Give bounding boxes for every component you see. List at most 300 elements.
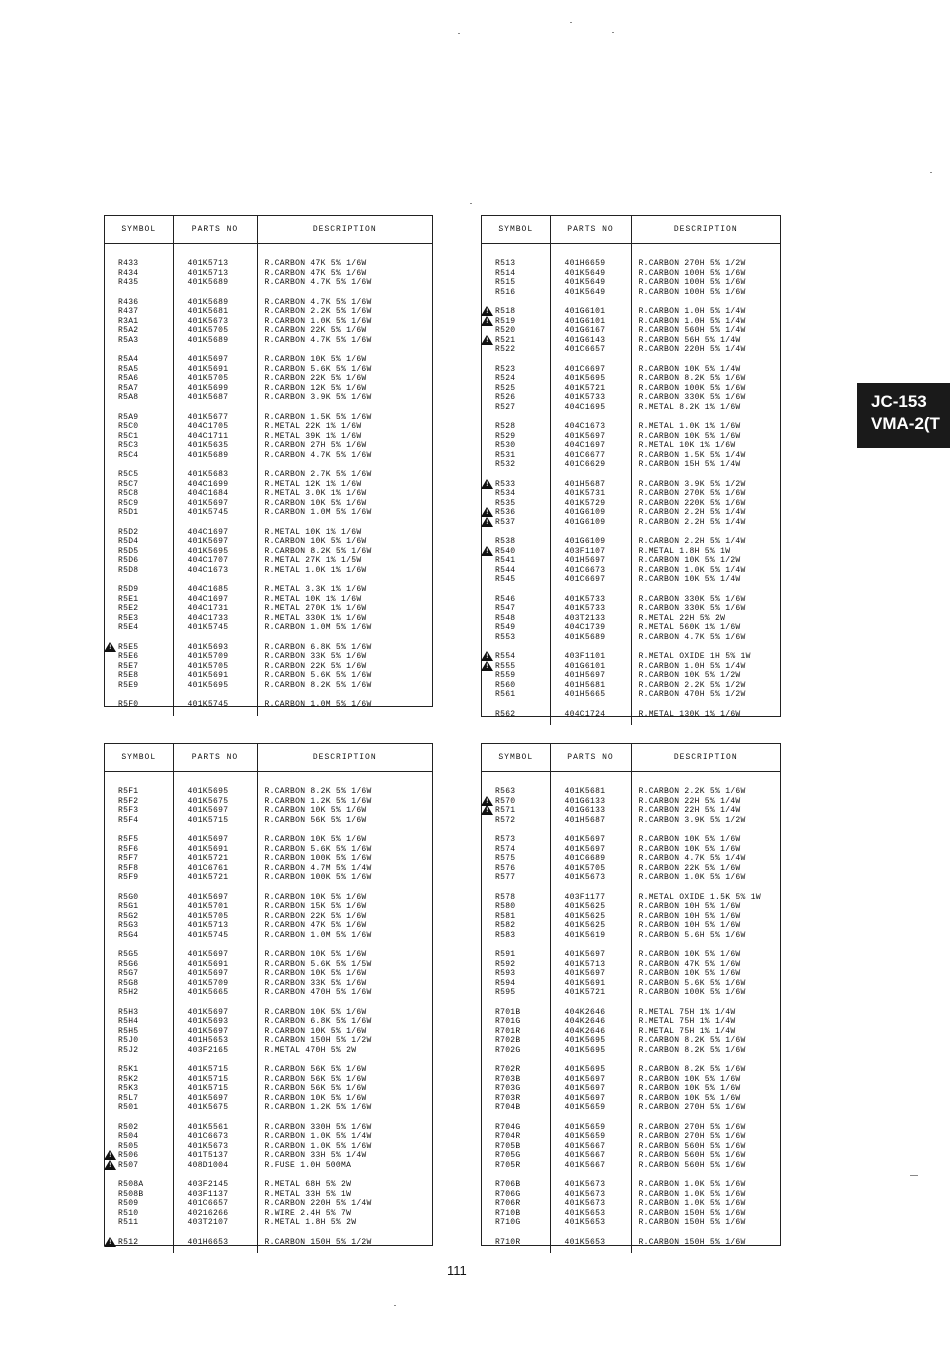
part-number: 401K5697 xyxy=(187,806,229,815)
part-number: 404C1731 xyxy=(187,604,229,613)
part-description: R.CARBON 10H 5% 1/6W xyxy=(638,911,741,921)
part-number: 401G6133 xyxy=(564,796,606,806)
part-symbol: R701B xyxy=(495,1007,521,1017)
part-number: 401K5693 xyxy=(187,1017,229,1026)
part-symbol: R563 xyxy=(495,787,516,796)
part-number: 404C1685 xyxy=(187,585,229,594)
part-symbol: R435 xyxy=(118,278,139,287)
part-description: R.CARBON 1.0K 5% 1/6W xyxy=(638,1199,746,1208)
part-symbol: R5G8 xyxy=(118,978,139,988)
part-number: 401K5625 xyxy=(564,911,606,921)
part-symbol: R546 xyxy=(495,594,516,604)
part-symbol: R5H5 xyxy=(118,1026,139,1036)
part-symbol: R5F8 xyxy=(118,863,139,873)
scan-speck xyxy=(930,172,932,173)
part-description: R.CARBON 220K 5% 1/6W xyxy=(638,498,746,508)
part-symbol: R5A7 xyxy=(118,383,139,393)
part-number: 401K5695 xyxy=(187,680,229,690)
part-description: R.CARBON 10K 5% 1/6W xyxy=(638,1074,741,1084)
part-symbol: R534 xyxy=(495,489,516,498)
part-description: R.CARBON 1.0H 5% 1/4W xyxy=(638,661,746,671)
part-description: R.CARBON 6.8K 5% 1/6W xyxy=(264,1017,372,1026)
part-symbol: R573 xyxy=(495,835,516,844)
part-description: R.CARBON 10K 5% 1/4W xyxy=(638,364,741,374)
part-symbol: R5G6 xyxy=(118,959,139,969)
row-group xyxy=(632,480,781,528)
part-symbol: R511 xyxy=(118,1218,139,1227)
symbol-column xyxy=(482,772,550,1254)
part-number: 401K5697 xyxy=(187,1007,229,1017)
part-description: R.METAL 8.2K 1% 1/6W xyxy=(638,402,741,412)
part-symbol: R5K1 xyxy=(118,1065,139,1074)
col-header-symbol: SYMBOL xyxy=(105,744,173,772)
row-group xyxy=(551,595,631,643)
description-column xyxy=(257,772,432,1254)
row-group xyxy=(258,787,433,825)
parts-no-column xyxy=(550,244,631,726)
part-description: R.CARBON 1.0K 5% 1/4W xyxy=(638,565,746,575)
safety-warning-icon xyxy=(481,651,493,661)
row-group xyxy=(105,528,173,576)
part-symbol: R5F1 xyxy=(118,787,139,796)
parts-list-table xyxy=(105,216,432,716)
part-description: R.CARBON 560H 5% 1/6W xyxy=(638,1141,746,1151)
part-description: R.CARBON 22H 5% 1/4W xyxy=(638,806,741,815)
row-group xyxy=(482,1065,550,1113)
part-number: 401K5705 xyxy=(187,661,229,671)
part-description: R.CARBON 3.9K 5% 1/6W xyxy=(264,393,372,402)
part-number: 401K5713 xyxy=(187,921,229,930)
part-description: R.CARBON 150H 5% 1/6W xyxy=(638,1218,746,1227)
row-group xyxy=(105,1123,173,1171)
part-symbol: R5A2 xyxy=(118,326,139,335)
scan-speck xyxy=(612,32,614,33)
part-number: 401K5659 xyxy=(564,1132,606,1141)
part-description: R.CARBON 10K 5% 1/6W xyxy=(264,1026,367,1036)
part-symbol: R5C7 xyxy=(118,479,139,489)
part-number: 401C6677 xyxy=(564,450,606,460)
part-number: 401K5691 xyxy=(187,959,229,969)
part-symbol: R548 xyxy=(495,613,516,623)
row-group xyxy=(258,585,433,633)
row-group xyxy=(551,1008,631,1056)
part-number: 401K5695 xyxy=(564,1065,606,1074)
part-symbol: R526 xyxy=(495,393,516,402)
part-description: R.CARBON 1.5K 5% 1/6W xyxy=(264,412,372,422)
parts-list-table xyxy=(105,744,432,1253)
part-description: R.CARBON 2.2H 5% 1/4W xyxy=(638,517,746,527)
safety-warning-icon xyxy=(481,479,493,489)
part-description: R.CARBON 8.2K 5% 1/6W xyxy=(264,787,372,796)
row-group xyxy=(105,355,173,403)
part-number: 401K5697 xyxy=(187,498,229,508)
parts-table-4 xyxy=(481,743,781,1246)
row-group xyxy=(258,355,433,403)
row-group xyxy=(258,643,433,691)
part-description: R.CARBON 10K 5% 1/6W xyxy=(264,806,367,815)
row-group xyxy=(632,1123,781,1171)
row-group xyxy=(105,585,173,633)
part-number: 401K5649 xyxy=(564,287,606,297)
row-group xyxy=(482,893,550,941)
part-number: 401K5701 xyxy=(187,902,229,911)
part-number: 404C1697 xyxy=(564,441,606,450)
row-group xyxy=(551,652,631,700)
part-number: 401H5681 xyxy=(564,680,606,690)
part-number: 401K5715 xyxy=(187,1074,229,1084)
part-description: R.CARBON 2.2H 5% 1/4W xyxy=(638,537,746,546)
part-number: 401K5705 xyxy=(564,863,606,873)
row-group xyxy=(105,787,173,825)
row-group xyxy=(482,480,550,528)
part-number: 404K2646 xyxy=(564,1026,606,1036)
part-symbol: R5H2 xyxy=(118,988,139,997)
part-number: 401K5695 xyxy=(564,1045,606,1055)
part-number: 403T2133 xyxy=(564,613,606,623)
part-description: R.CARBON 10H 5% 1/6W xyxy=(638,921,741,930)
part-symbol: R703B xyxy=(495,1074,521,1084)
col-header-parts-no: PARTS NO xyxy=(173,744,257,772)
part-description: R.CARBON 4.7K 5% 1/6W xyxy=(264,450,372,460)
part-description: R.CARBON 8.2K 5% 1/6W xyxy=(638,1065,746,1074)
part-symbol: R5C9 xyxy=(118,498,139,508)
part-number: 401C6629 xyxy=(564,460,606,469)
part-number: 401K5705 xyxy=(187,326,229,335)
part-number: 401K5673 xyxy=(564,1189,606,1199)
part-symbol: R591 xyxy=(495,950,516,959)
part-number: 401K5693 xyxy=(187,642,229,652)
part-symbol: R533 ! xyxy=(482,480,550,490)
part-symbol: R593 xyxy=(495,969,516,978)
scan-speck xyxy=(570,22,572,23)
part-description: R.CARBON 10K 5% 1/6W xyxy=(264,1093,367,1103)
part-description: R.CARBON 10K 5% 1/2W xyxy=(638,671,741,680)
part-description: R.METAL 75H 1% 1/4W xyxy=(638,1007,736,1017)
row-group xyxy=(258,950,433,998)
row-group xyxy=(632,595,781,643)
part-symbol: R560 xyxy=(495,680,516,690)
part-number: 401K5697 xyxy=(564,1093,606,1103)
part-number: 401K5745 xyxy=(187,623,229,632)
part-description: R.METAL 27K 1% 1/5W xyxy=(264,556,362,565)
part-description: R.CARBON 56K 5% 1/6W xyxy=(264,1084,367,1093)
part-symbol: R704G xyxy=(495,1122,521,1132)
row-group xyxy=(258,893,433,941)
parts-list-table xyxy=(482,216,780,725)
part-description: R.CARBON 220H 5% 1/4W xyxy=(264,1199,372,1208)
part-number: 401G6143 xyxy=(564,335,606,345)
part-number: 401K5715 xyxy=(187,1084,229,1093)
part-description: R.CARBON 5.6K 5% 1/6W xyxy=(264,844,372,854)
part-symbol: R5H3 xyxy=(118,1007,139,1017)
part-symbol: R5G7 xyxy=(118,969,139,978)
part-symbol: R572 xyxy=(495,815,516,825)
row-group xyxy=(632,835,781,883)
row-group xyxy=(258,470,433,518)
col-header-parts-no: PARTS NO xyxy=(550,216,631,244)
row-group xyxy=(258,1008,433,1056)
part-number: 401K5697 xyxy=(187,950,229,959)
row-group xyxy=(482,652,550,700)
safety-warning-icon xyxy=(481,507,493,517)
part-description: R.CARBON 2.2K 5% 1/6W xyxy=(264,307,372,316)
row-group xyxy=(632,1238,781,1248)
part-description: R.CARBON 270K 5% 1/6W xyxy=(638,489,746,498)
part-description: R.CARBON 27H 5% 1/6W xyxy=(264,441,367,450)
part-symbol: R5F2 xyxy=(118,796,139,806)
part-symbol: R5C0 xyxy=(118,422,139,431)
part-number: 404K2646 xyxy=(564,1007,606,1017)
row-group xyxy=(632,950,781,998)
part-description: R.CARBON 10K 5% 1/6W xyxy=(638,844,741,854)
description-column xyxy=(257,244,432,716)
row-group xyxy=(258,413,433,461)
part-symbol: R702R xyxy=(495,1065,521,1074)
part-number: 401K5705 xyxy=(187,374,229,383)
part-symbol: R577 xyxy=(495,873,516,882)
part-description: R.CARBON 100K 5% 1/6W xyxy=(264,873,372,882)
part-symbol: R5D8 xyxy=(118,565,139,575)
part-description: R.CARBON 5.6H 5% 1/6W xyxy=(638,930,746,940)
part-description: R.CARBON 5.6K 5% 1/5W xyxy=(264,959,372,969)
symbol-column xyxy=(482,244,550,726)
row-group xyxy=(174,470,257,518)
part-symbol: R5A3 xyxy=(118,335,139,345)
part-symbol: R5L7 xyxy=(118,1093,139,1103)
part-symbol: R5E6 xyxy=(118,652,139,661)
part-description: R.CARBON 8.2K 5% 1/6W xyxy=(264,680,372,690)
part-symbol: R518 ! xyxy=(482,307,550,317)
part-description: R.CARBON 10K 5% 1/6W xyxy=(638,969,741,978)
page-number: 111 xyxy=(447,1263,467,1278)
part-number: 401K5715 xyxy=(187,1065,229,1074)
row-group xyxy=(632,365,781,413)
part-description: R.CARBON 470H 5% 1/2W xyxy=(638,690,746,699)
part-symbol: R515 xyxy=(495,278,516,287)
part-symbol: R5C4 xyxy=(118,450,139,460)
part-description: R.CARBON 1.5K 5% 1/4W xyxy=(638,450,746,460)
part-number: 403F2145 xyxy=(187,1180,229,1189)
part-symbol: R594 xyxy=(495,978,516,988)
part-symbol: R704R xyxy=(495,1132,521,1141)
part-number: 401K5673 xyxy=(187,1141,229,1151)
part-symbol: R5G1 xyxy=(118,902,139,911)
row-group xyxy=(632,1180,781,1228)
part-description: R.METAL 75H 1% 1/4W xyxy=(638,1026,736,1036)
row-group xyxy=(105,259,173,288)
row-group xyxy=(632,652,781,700)
part-number: 401K5709 xyxy=(187,978,229,988)
part-description: R.CARBON 10K 5% 1/6W xyxy=(638,835,741,844)
part-symbol: R522 xyxy=(495,345,516,354)
part-description: R.CARBON 22K 5% 1/6W xyxy=(638,863,741,873)
row-group xyxy=(551,537,631,585)
part-description: R.METAL 10K 1% 1/6W xyxy=(264,527,362,537)
row-group xyxy=(632,893,781,941)
part-symbol: R5D4 xyxy=(118,537,139,546)
part-symbol: R5D5 xyxy=(118,546,139,556)
part-description: R.CARBON 56K 5% 1/6W xyxy=(264,1065,367,1074)
part-number: 401K5695 xyxy=(564,1036,606,1045)
part-description: R.CARBON 56H 5% 1/4W xyxy=(638,335,741,345)
part-description: R.CARBON 4.7K 5% 1/6W xyxy=(264,297,372,307)
part-description: R.CARBON 1.0H 5% 1/4W xyxy=(638,307,746,316)
part-symbol: R436 xyxy=(118,297,139,307)
part-number: 401K5681 xyxy=(564,787,606,796)
part-number: 401K5691 xyxy=(187,671,229,680)
part-number: 401K5713 xyxy=(187,268,229,278)
part-symbol: R5G3 xyxy=(118,921,139,930)
part-description: R.METAL 12K 1% 1/6W xyxy=(264,479,362,489)
part-number: 401K5681 xyxy=(187,307,229,316)
part-number: 401K5653 xyxy=(564,1237,606,1247)
col-header-description: DESCRIPTION xyxy=(631,744,780,772)
part-symbol: R5E4 xyxy=(118,623,139,632)
part-description: R.CARBON 56K 5% 1/6W xyxy=(264,815,367,825)
row-group xyxy=(174,298,257,346)
part-number: 401K5731 xyxy=(564,489,606,498)
part-number: 401K5653 xyxy=(564,1208,606,1218)
part-description: R.CARBON 10H 5% 1/6W xyxy=(638,902,741,911)
part-number: 401H5697 xyxy=(564,556,606,565)
row-group xyxy=(174,950,257,998)
part-symbol: R514 xyxy=(495,268,516,278)
row-group xyxy=(258,1180,433,1228)
row-group xyxy=(551,1065,631,1113)
col-header-symbol: SYMBOL xyxy=(482,216,550,244)
part-symbol: R5E9 xyxy=(118,680,139,690)
part-symbol: R535 xyxy=(495,498,516,508)
part-symbol: R505 xyxy=(118,1141,139,1151)
part-symbol: R5G4 xyxy=(118,930,139,940)
part-description: R.CARBON 1.0M 5% 1/6W xyxy=(264,508,372,517)
part-description: R.CARBON 33K 5% 1/6W xyxy=(264,978,367,988)
safety-warning-icon xyxy=(481,796,493,806)
row-group xyxy=(105,298,173,346)
part-number: 401K5689 xyxy=(187,278,229,287)
part-description: R.CARBON 2.2H 5% 1/4W xyxy=(638,508,746,517)
part-number: 401K5745 xyxy=(187,508,229,517)
part-description: R.CARBON 22K 5% 1/6W xyxy=(264,661,367,671)
part-number: 401C6673 xyxy=(564,565,606,575)
parts-no-column xyxy=(550,772,631,1254)
part-symbol: R433 xyxy=(118,259,139,268)
part-number: 401G6101 xyxy=(564,316,606,326)
part-description: R.CARBON 1.0K 5% 1/6W xyxy=(638,873,746,882)
part-symbol: R571 ! xyxy=(482,806,550,816)
col-header-symbol: SYMBOL xyxy=(482,744,550,772)
part-number: 401K5677 xyxy=(187,412,229,422)
row-group xyxy=(174,1123,257,1171)
part-number: 401K5667 xyxy=(564,1160,606,1170)
part-description: R.METAL 33H 5% 1W xyxy=(264,1189,352,1199)
part-symbol: R562 xyxy=(495,709,516,719)
part-description: R.CARBON 100K 5% 1/6W xyxy=(264,854,372,863)
row-group xyxy=(258,528,433,576)
col-header-description: DESCRIPTION xyxy=(257,216,432,244)
side-tab-model: JC-153 xyxy=(871,392,927,411)
part-symbol: R5E7 xyxy=(118,661,139,671)
part-number: 401K5665 xyxy=(187,988,229,997)
part-number: 401K5697 xyxy=(187,969,229,978)
part-description: R.CARBON 100H 5% 1/6W xyxy=(638,278,746,287)
part-description: R.METAL 68H 5% 2W xyxy=(264,1180,352,1189)
safety-warning-icon xyxy=(481,316,493,326)
part-number: 401K5697 xyxy=(187,835,229,844)
part-description: R.METAL 22H 5% 2W xyxy=(638,613,726,623)
part-symbol: R525 xyxy=(495,383,516,393)
row-group xyxy=(482,259,550,297)
part-symbol: R5A8 xyxy=(118,393,139,402)
row-group xyxy=(632,710,781,720)
row-group xyxy=(174,1180,257,1228)
row-group xyxy=(551,1180,631,1228)
part-description: R.CARBON 10K 5% 1/2W xyxy=(638,556,741,565)
part-symbol: R509 xyxy=(118,1199,139,1208)
part-symbol: R5G5 xyxy=(118,950,139,959)
part-symbol: R703R xyxy=(495,1093,521,1103)
part-symbol: R5A6 xyxy=(118,374,139,383)
part-number: 401H5687 xyxy=(564,815,606,825)
part-symbol: R706B xyxy=(495,1180,521,1189)
part-symbol: R540 ! xyxy=(482,547,550,557)
part-number: 401K5689 xyxy=(187,297,229,307)
row-group xyxy=(482,1180,550,1228)
part-number: 401K5697 xyxy=(564,1074,606,1084)
part-symbol: R706R xyxy=(495,1199,521,1208)
part-number: 404C1705 xyxy=(187,422,229,431)
row-group xyxy=(105,893,173,941)
row-group xyxy=(551,893,631,941)
part-description: R.METAL 330K 1% 1/6W xyxy=(264,613,367,623)
safety-warning-icon xyxy=(481,805,493,815)
part-number: 401K5691 xyxy=(187,844,229,854)
part-description: R.CARBON 10K 5% 1/6W xyxy=(264,355,367,364)
part-symbol: R5C1 xyxy=(118,431,139,441)
row-group xyxy=(105,1008,173,1056)
part-description: R.CARBON 1.0K 5% 1/6W xyxy=(264,316,372,326)
part-symbol: R5A4 xyxy=(118,355,139,364)
part-number: 401K5733 xyxy=(564,393,606,402)
row-group xyxy=(258,700,433,710)
part-symbol: R549 xyxy=(495,623,516,632)
part-number: 401G6109 xyxy=(564,517,606,527)
part-symbol: R520 xyxy=(495,326,516,335)
part-description: R.CARBON 330H 5% 1/6W xyxy=(264,1122,372,1132)
part-number: 401T5137 xyxy=(187,1151,229,1160)
part-number: 401K5667 xyxy=(564,1151,606,1160)
safety-warning-icon xyxy=(481,517,493,527)
part-number: 401K5695 xyxy=(187,546,229,556)
part-symbol: R528 xyxy=(495,422,516,431)
part-number: 404C1733 xyxy=(187,613,229,623)
part-number: 401C6673 xyxy=(187,1132,229,1141)
part-number: 401K5673 xyxy=(187,316,229,326)
part-number: 401G6133 xyxy=(564,806,606,815)
part-number: 401C6697 xyxy=(564,575,606,584)
symbol-column xyxy=(105,244,173,716)
row-group xyxy=(551,480,631,528)
part-number: 401K5689 xyxy=(187,335,229,345)
row-group xyxy=(551,710,631,720)
parts-table-2 xyxy=(481,215,781,717)
part-number: 401H6653 xyxy=(187,1237,229,1247)
part-description: R.METAL 130K 1% 1/6W xyxy=(638,709,741,719)
part-symbol: R508B xyxy=(118,1189,144,1199)
part-symbol: R508A xyxy=(118,1180,144,1189)
part-description: R.CARBON 4.7M 5% 1/4W xyxy=(264,863,372,873)
part-symbol: R3A1 xyxy=(118,316,139,326)
